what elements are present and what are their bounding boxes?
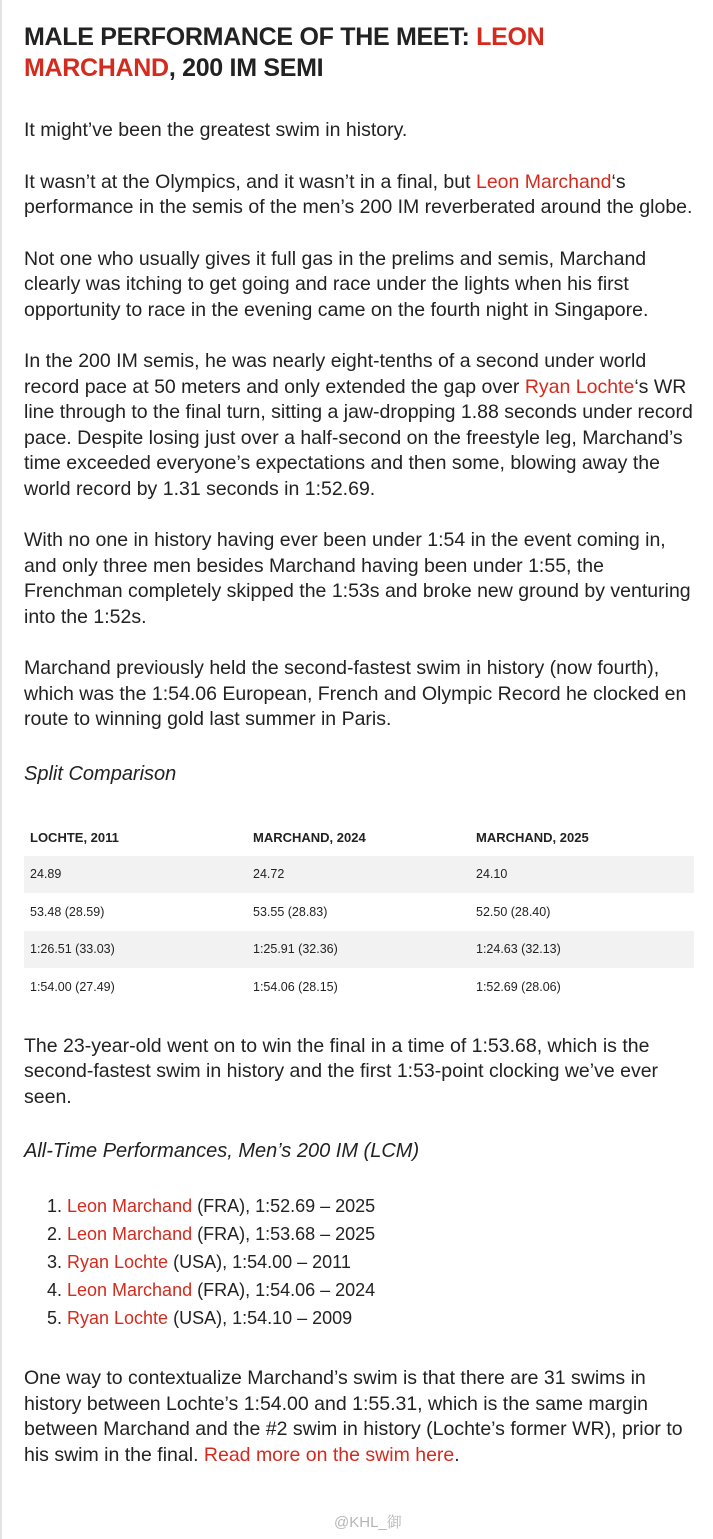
- list-item: [67, 1248, 694, 1276]
- section-headline: [24, 22, 694, 84]
- list-item-detail: (FRA), 1:53.68 – 2025: [192, 1224, 376, 1244]
- ryan-lochte-link[interactable]: Ryan Lochte: [524, 375, 635, 398]
- paragraph-4-text-b: ‘s WR line through to the final turn, sitting a jaw-dropping 1.88 seconds under record pace. Despite losing just over a half-second on the freestyle leg, Marchand’s time exceeded everyone’s expectations and then some, blowing away the world record by 1.31 seconds in 1:52.69.: [24, 375, 693, 500]
- paragraph-1: It might’ve been the greatest swim in history.: [24, 119, 408, 141]
- table-row: [24, 931, 694, 969]
- table-row: [24, 856, 694, 894]
- all-time-title: All-Time Performances, Men’s 200 IM (LCM): [24, 1140, 420, 1162]
- list-item: [67, 1304, 694, 1332]
- article-body: [24, 22, 694, 1468]
- paragraph-8-text-a: One way to contextualize Marchand’s swim is that there are 31 swims in history between Lochte’s 1:54.00 and 1:55.31, which is the same margin between Marchand and the #2 swim in history (Lochte’s former WR), prior to his swim in the final.: [24, 1367, 683, 1466]
- paragraph-4-text-a: In the 200 IM semis, he was nearly eight-tenths of a second under world record pace at 50 meters and only extended the gap over: [24, 350, 647, 398]
- list-item-detail: (USA), 1:54.10 – 2009: [168, 1308, 353, 1328]
- paragraph-2-text-a: It wasn’t at the Olympics, and it wasn’t in a final, but: [24, 170, 476, 193]
- athlete-link[interactable]: Leon Marchand: [67, 1224, 193, 1244]
- table-header-cell: MARCHAND, 2024: [253, 830, 366, 845]
- paragraph-2-text-b: ‘s performance in the semis of the men’s 200 IM reverberated around the globe.: [24, 170, 693, 218]
- list-item-detail: (FRA), 1:54.06 – 2024: [192, 1280, 376, 1300]
- headline-athlete-link[interactable]: LEON MARCHAND: [24, 23, 545, 82]
- list-item: [67, 1220, 694, 1248]
- athlete-link[interactable]: Leon Marchand: [67, 1280, 193, 1300]
- table-header-cell: LOCHTE, 2011: [30, 830, 119, 845]
- split-comparison-table: [24, 820, 694, 1006]
- athlete-link[interactable]: Leon Marchand: [67, 1196, 193, 1216]
- headline-suffix: , 200 IM SEMI: [168, 54, 324, 82]
- headline-prefix: MALE PERFORMANCE OF THE MEET:: [24, 23, 477, 51]
- table-cell: 24.89: [24, 856, 247, 894]
- table-header-cell: MARCHAND, 2025: [476, 830, 589, 845]
- table-cell: 52.50 (28.40): [476, 904, 551, 919]
- split-comparison-title: Split Comparison: [24, 762, 177, 785]
- table-cell: 53.48 (28.59): [30, 904, 105, 919]
- all-time-list: [24, 1192, 694, 1332]
- paragraph-5: With no one in history having ever been under 1:54 in the event coming in, and only three men besides Marchand having been under 1:55, the Frenchman completely skipped the 1:53s and broke new ground by venturing into the 1:52s.: [24, 529, 691, 628]
- paragraph-2: [24, 170, 694, 221]
- read-more-link[interactable]: Read more on the swim here: [203, 1443, 455, 1466]
- table-cell: 1:54.06 (28.15): [253, 979, 338, 994]
- list-item: [67, 1192, 694, 1220]
- table-cell: 1:24.63 (32.13): [470, 931, 694, 969]
- list-item-detail: (USA), 1:54.00 – 2011: [168, 1252, 351, 1272]
- paragraph-6: Marchand previously held the second-fastest swim in history (now fourth), which was the 1:54.06 European, French and Olympic Record he clocked en route to winning gold last summer in Paris.: [24, 657, 687, 730]
- paragraph-4: [24, 349, 694, 502]
- paragraph-7: The 23-year-old went on to win the final in a time of 1:53.68, which is the second-fastest swim in history and the first 1:53-point clocking we’ve ever seen.: [24, 1034, 659, 1108]
- table-cell: 1:52.69 (28.06): [476, 979, 561, 994]
- paragraph-8: [24, 1366, 694, 1468]
- leon-marchand-link[interactable]: Leon Marchand: [475, 170, 612, 193]
- table-cell: 1:26.51 (33.03): [24, 931, 247, 969]
- table-row: [24, 893, 694, 931]
- table-header-row: [24, 820, 694, 856]
- left-border: [0, 0, 2, 1539]
- list-item-detail: (FRA), 1:52.69 – 2025: [192, 1196, 376, 1216]
- paragraph-8-text-b: .: [454, 1443, 460, 1466]
- table-cell: 1:54.00 (27.49): [30, 979, 115, 994]
- table-cell: 24.72: [247, 856, 470, 894]
- list-item: [67, 1276, 694, 1304]
- table-cell: 53.55 (28.83): [253, 904, 328, 919]
- table-row: [24, 968, 694, 1006]
- paragraph-3: Not one who usually gives it full gas in the prelims and semis, Marchand clearly was itching to get going and race under the lights when his first opportunity to race in the evening came on the fourth night in Singapore.: [24, 247, 649, 321]
- table-cell: 1:25.91 (32.36): [247, 931, 470, 969]
- athlete-link[interactable]: Ryan Lochte: [67, 1252, 169, 1272]
- table-cell: 24.10: [470, 856, 694, 894]
- watermark: @KHL_御: [334, 1514, 402, 1531]
- athlete-link[interactable]: Ryan Lochte: [67, 1308, 169, 1328]
